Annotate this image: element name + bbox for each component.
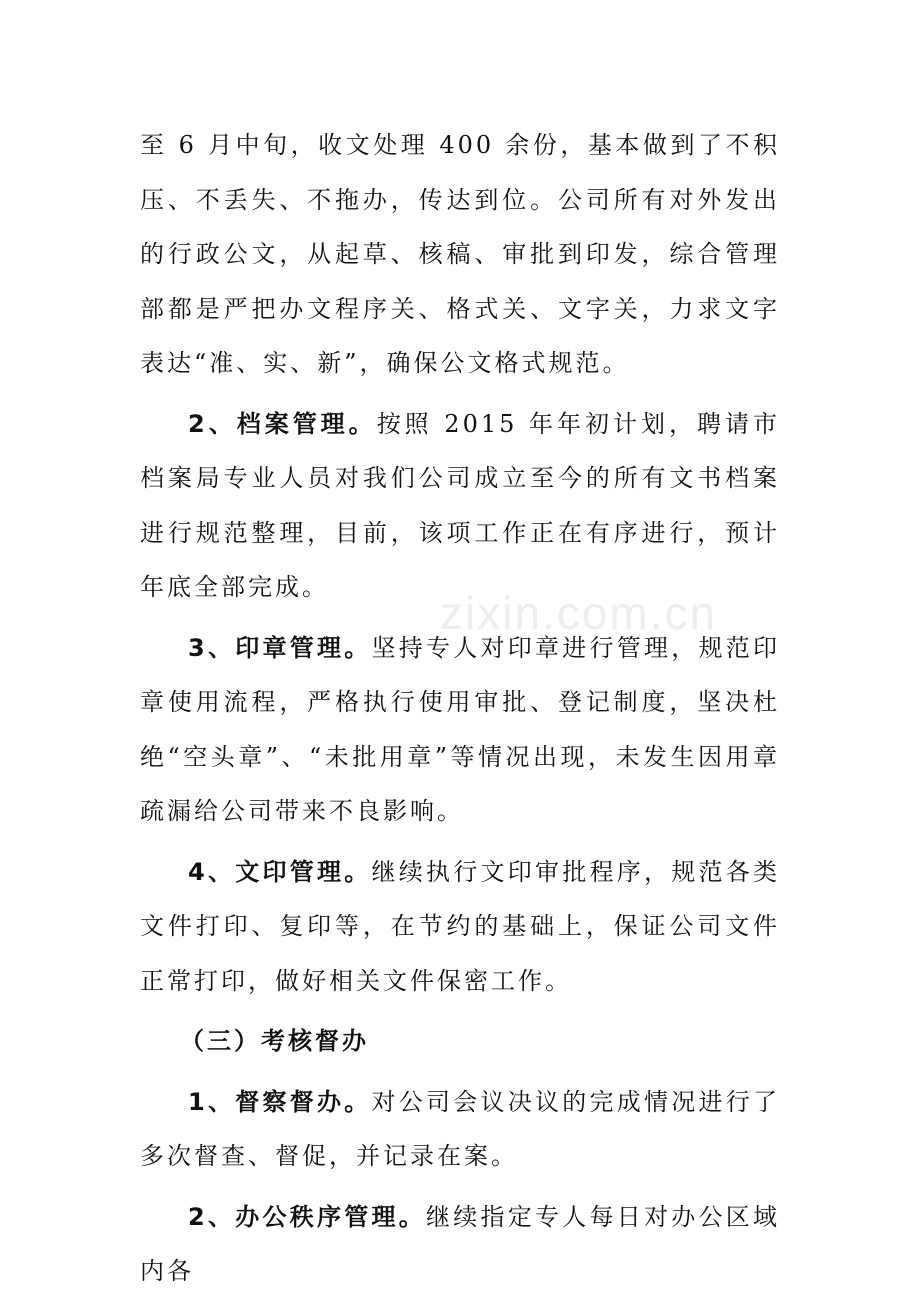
paragraph-supervision-lead: 1、督察督办。 — [188, 1087, 372, 1116]
section-heading: （三）考核督办 — [180, 1027, 369, 1055]
paragraph-seal-lead: 3、印章管理。 — [188, 633, 372, 662]
paragraph-intro — [140, 118, 780, 391]
paragraph-supervision — [140, 1075, 780, 1184]
paragraph-seal-text: 坚持专人对印章进行管理，规范印章使用流程，严格执行使用审批、登记制度，坚决杜绝“空头章”、“未批用章”等情况出现，未发生因用章疏漏给公司带来不良影响。 — [140, 633, 780, 825]
document-body — [140, 118, 780, 1305]
paragraph-office-order-text: 继续指定专人每日对办公区域内各 — [140, 1202, 780, 1285]
paragraph-archive-text: 按照 2015 年年初计划，聘请市档案局专业人员对我们公司成立至今的所有文书档案进行规范整理，目前，该项工作正在有序进行，预计年底全部完成。 — [140, 409, 780, 601]
paragraph-office-order — [140, 1190, 780, 1299]
paragraph-print-text: 继续执行文印审批程序，规范各类文件打印、复印等，在节约的基础上，保证公司文件正常打印，做好相关文件保密工作。 — [140, 857, 780, 995]
paragraph-archive-lead: 2、档案管理。 — [188, 409, 377, 438]
paragraph-supervision-text: 对公司会议决议的完成情况进行了多次督查、督促，并记录在案。 — [140, 1087, 780, 1170]
paragraph-print-management — [140, 845, 780, 1009]
paragraph-archive-management — [140, 397, 780, 615]
paragraph-intro-text: 至 6 月中旬，收文处理 400 余份，基本做到了不积压、不丢失、不拖办，传达到位。公司所有对外发出的行政公文，从起草、核稿、审批到印发，综合管理部都是严把办文程序关、格式关、文字关，力求文字表达“准、实、新”，确保公文格式规范。 — [140, 131, 780, 377]
paragraph-office-order-lead: 2、办公秩序管理。 — [188, 1202, 426, 1231]
paragraph-seal-management — [140, 621, 780, 839]
watermark: zixin.com.cn — [440, 587, 718, 639]
paragraph-print-lead: 4、文印管理。 — [188, 857, 372, 886]
